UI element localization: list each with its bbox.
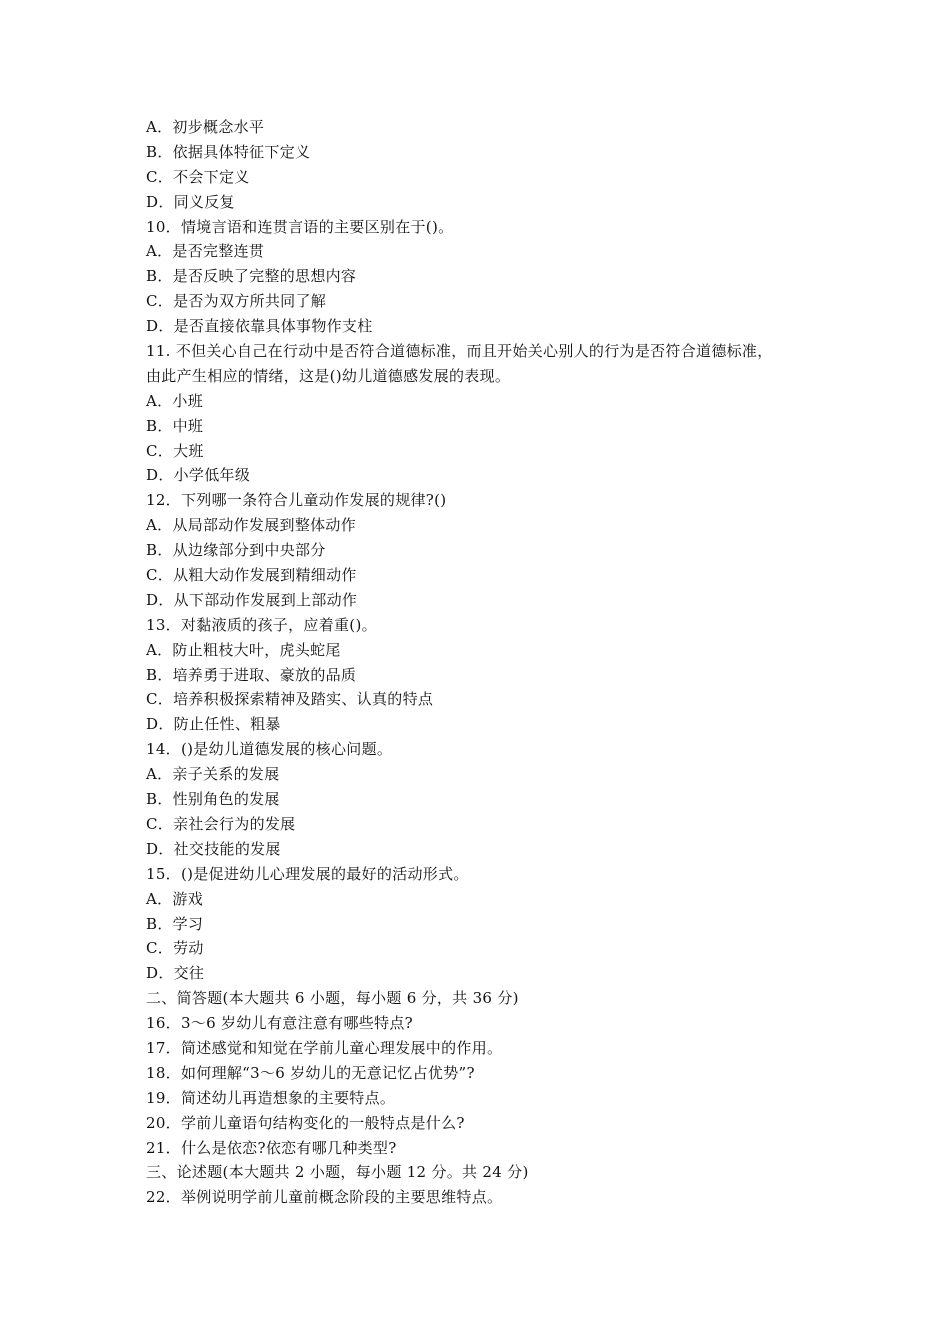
- question-12: 12．下列哪一条符合儿童动作发展的规律?(): [146, 491, 447, 510]
- exam-content: [146, 115, 816, 1210]
- option-b: B．依据具体特征下定义: [146, 142, 311, 161]
- option-d: D．同义反复: [146, 192, 235, 211]
- option-d: D．小学低年级: [146, 466, 251, 485]
- option-c: C．大班: [146, 441, 204, 460]
- option-a: A．从局部动作发展到整体动作: [146, 516, 357, 535]
- option-a: A．游戏: [146, 889, 204, 908]
- option-b: B．学习: [146, 914, 204, 933]
- question-13: 13．对黏液质的孩子，应着重()。: [146, 615, 377, 634]
- question-22: 22．举例说明学前儿童前概念阶段的主要思维特点。: [146, 1188, 503, 1207]
- option-a: A．小班: [146, 391, 204, 410]
- question-19: 19．简述幼儿再造想象的主要特点。: [146, 1088, 396, 1107]
- question-16: 16．3～6 岁幼儿有意注意有哪些特点?: [146, 1014, 413, 1033]
- option-d: D．社交技能的发展: [146, 839, 281, 858]
- option-d: D．交往: [146, 964, 205, 983]
- question-11-continued: 由此产生相应的情绪，这是()幼儿道德感发展的表现。: [146, 366, 511, 385]
- option-a: A．是否完整连贯: [146, 242, 265, 261]
- question-14: 14．()是幼儿道德发展的核心问题。: [146, 740, 393, 759]
- question-20: 20．学前儿童语句结构变化的一般特点是什么?: [146, 1113, 465, 1132]
- option-a: A．防止粗枝大叶，虎头蛇尾: [146, 640, 341, 659]
- option-b: B．是否反映了完整的思想内容: [146, 267, 357, 286]
- question-11: 11. 不但关心自己在行动中是否符合道德标准，而且开始关心别人的行为是否符合道德标准，: [146, 342, 773, 361]
- section-heading-essay: 三、论述题(本大题共 2 小题，每小题 12 分。共 24 分): [146, 1163, 529, 1182]
- question-17: 17．简述感觉和知觉在学前儿童心理发展中的作用。: [146, 1038, 503, 1057]
- option-b: B．性别角色的发展: [146, 790, 280, 809]
- option-a: A．亲子关系的发展: [146, 765, 280, 784]
- question-21: 21．什么是依恋?依恋有哪几种类型?: [146, 1138, 397, 1157]
- question-15: 15．()是促进幼儿心理发展的最好的活动形式。: [146, 864, 469, 883]
- option-d: D．防止任性、粗暴: [146, 715, 281, 734]
- question-10: 10．情境言语和连贯言语的主要区别在于()。: [146, 217, 454, 236]
- option-c: C．从粗大动作发展到精细动作: [146, 566, 357, 585]
- option-d: D．是否直接依靠具体事物作支柱: [146, 317, 373, 336]
- option-b: B．培养勇于进取、豪放的品质: [146, 665, 357, 684]
- option-a: A．初步概念水平: [146, 118, 265, 136]
- option-d: D．从下部动作发展到上部动作: [146, 590, 358, 609]
- option-c: C．是否为双方所共同了解: [146, 292, 327, 311]
- option-c: C．亲社会行为的发展: [146, 814, 296, 833]
- section-heading-short-answer: 二、简答题(本大题共 6 小题，每小题 6 分，共 36 分): [146, 989, 519, 1008]
- option-b: B．从边缘部分到中央部分: [146, 541, 326, 560]
- option-c: C．劳动: [146, 939, 204, 958]
- option-c: C．不会下定义: [146, 167, 250, 186]
- option-c: C．培养积极探索精神及踏实、认真的特点: [146, 690, 434, 709]
- option-b: B．中班: [146, 416, 204, 435]
- question-18: 18．如何理解“3～6 岁幼儿的无意记忆占优势”?: [146, 1063, 475, 1082]
